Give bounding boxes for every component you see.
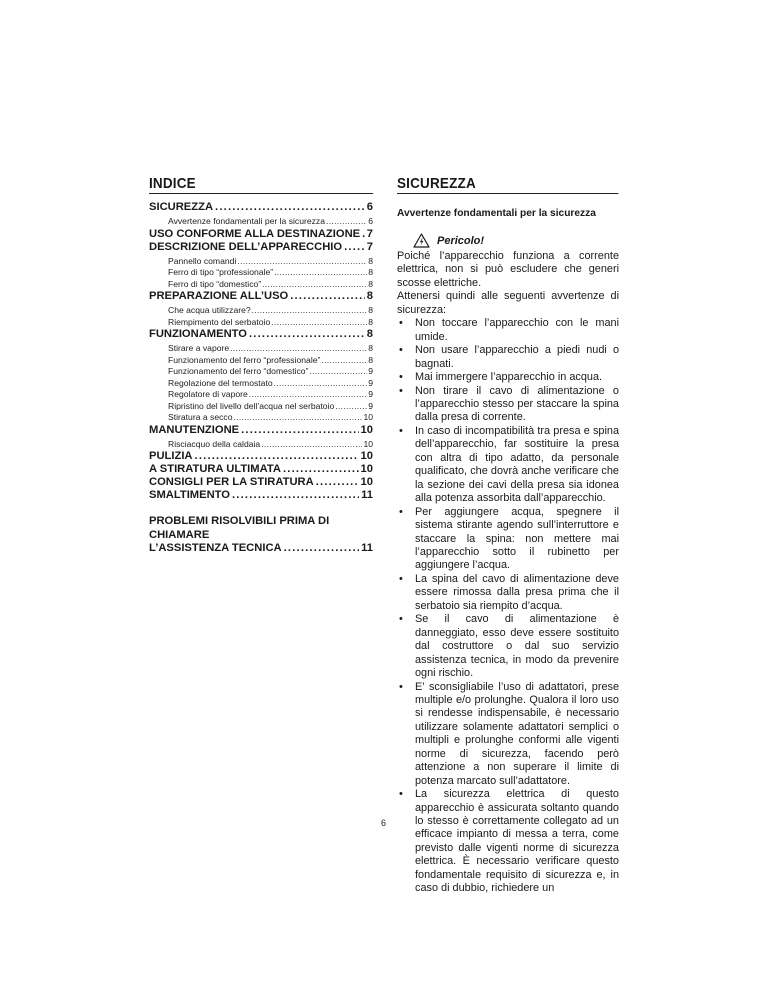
toc-entry-page: 11 <box>361 542 373 554</box>
toc-subentry-page: 8 <box>368 305 373 315</box>
toc-subentry-label: Ferro di tipo “professionale” <box>168 267 274 277</box>
toc-subentry-label: Funzionamento del ferro “professionale” <box>168 354 321 365</box>
toc-leader-dots <box>344 241 365 254</box>
toc-entry-page: 6 <box>366 201 373 213</box>
index-heading: INDICE <box>149 175 373 194</box>
safety-bullet: • La sicurezza elettrica di questo apparecchio è assicurata soltanto quando lo stesso è correttamente collegato ad un efficace impianto di messa a terra, come previsto dalle vigenti norme di sicurezza elettrica. È necessario verificare questo fondamentale requisito di sicurezza e, in caso di dubbio, richiedere un <box>397 788 619 896</box>
toc-subentry[interactable] <box>149 279 373 291</box>
safety-bullet-list <box>397 317 619 895</box>
toc-entry-problems[interactable] <box>149 515 373 556</box>
toc-leader-dots <box>335 401 367 413</box>
toc-subentry[interactable] <box>149 256 373 268</box>
toc-subentry-label: Riempimento del serbatoio <box>168 316 271 327</box>
toc-entry-page: 8 <box>366 328 373 340</box>
safety-bullet: • La spina del cavo di alimentazione deve essere rimossa dalla presa prima che il serbatoio sia riempito d’acqua. <box>397 573 619 613</box>
toc-subentry[interactable] <box>149 355 373 367</box>
toc-section <box>149 290 373 328</box>
toc-leader-dots <box>326 216 367 228</box>
toc-subentry-label: Ripristino del livello dell’acqua nel serbatoio <box>168 400 335 411</box>
toc-subentry[interactable] <box>149 267 373 279</box>
toc-section <box>149 489 373 502</box>
toc-entry-page: 10 <box>360 450 373 462</box>
toc-section <box>149 476 373 489</box>
toc-entry-page: 10 <box>360 423 373 436</box>
danger-warning <box>397 233 619 248</box>
toc-list <box>149 201 373 502</box>
safety-intro-2: Attenersi quindi alle seguenti avvertenze di sicurezza: <box>397 290 619 316</box>
toc-subentry-page: 8 <box>368 278 373 289</box>
toc-subentry-page: 10 <box>363 412 373 422</box>
toc-subentry-label: Stirare a vapore <box>168 343 230 353</box>
toc-section <box>149 228 373 241</box>
toc-leader-dots <box>249 389 367 401</box>
toc-subentry-page: 10 <box>363 438 373 449</box>
toc-subentry[interactable] <box>149 401 373 413</box>
toc-entry[interactable] <box>149 328 373 341</box>
toc-leader-dots <box>309 366 367 378</box>
toc-subentry-page: 8 <box>368 316 373 327</box>
safety-heading: SICUREZZA <box>397 175 619 194</box>
toc-entry-title: USO CONFORME ALLA DESTINAZIONE <box>149 227 361 240</box>
toc-entry-title: SMALTIMENTO <box>149 489 230 501</box>
toc-subentry-label: Che acqua utilizzare? <box>168 305 251 315</box>
toc-subentry-page: 8 <box>368 354 373 365</box>
toc-entry-title: A STIRATURA ULTIMATA <box>149 463 281 475</box>
safety-bullet: • E’ sconsigliabile l’uso di adattatori, prese multiple e/o prolunghe. Qualora il loro uso si rendesse indispensabile, è necessario utilizzare solamente adattatori semplici o multipli e prolunghe conformi alle vigenti norme di sicurezza, facendo però attenzione a non superare il limite di potenza marcato sull’adattatore. <box>397 681 619 789</box>
toc-subentry[interactable] <box>149 439 373 451</box>
toc-subentry-label: Ferro di tipo “domestico” <box>168 278 262 289</box>
toc-leader-dots <box>232 489 359 502</box>
safety-subheading: Avvertenze fondamentali per la sicurezza <box>397 208 596 219</box>
toc-leader-dots <box>215 201 365 214</box>
toc-subentry-label: Stiratura a secco <box>168 412 233 422</box>
electric-hazard-icon <box>413 233 430 248</box>
toc-subentry-label: Funzionamento del ferro “domestico” <box>168 366 309 376</box>
page-number: 6 <box>381 818 387 828</box>
danger-label: Pericolo! <box>437 234 485 247</box>
toc-subentry[interactable] <box>149 343 373 355</box>
toc-leader-dots <box>230 343 367 355</box>
toc-subentry[interactable] <box>149 378 373 390</box>
table-of-contents <box>149 175 373 556</box>
safety-section <box>397 175 619 896</box>
toc-entry-title: PULIZIA <box>149 450 193 462</box>
toc-subentry[interactable] <box>149 305 373 317</box>
toc-subentry-label: Regolazione del termostato <box>168 377 273 388</box>
toc-entry-title: DESCRIZIONE DELL’APPARECCHIO <box>149 240 343 253</box>
toc-subentry-label: Pannello comandi <box>168 255 237 266</box>
toc-entry-title: FUNZIONAMENTO <box>149 328 247 340</box>
toc-entry[interactable] <box>149 476 373 489</box>
toc-subentry[interactable] <box>149 366 373 378</box>
toc-leader-dots <box>237 256 367 268</box>
safety-bullet: • Se il cavo di alimentazione è danneggiato, esso deve essere sostituito dal costruttore o dal suo servizio assistenza tecnica, in modo da prevenire ogni rischio. <box>397 613 619 680</box>
toc-section <box>149 463 373 476</box>
toc-subentry-label: Avvertenze fondamentali per la sicurezza <box>168 216 325 226</box>
toc-entry-title: CONSIGLI PER LA STIRATURA <box>149 476 314 488</box>
toc-entry[interactable] <box>149 450 373 463</box>
toc-subentry-label: Risciacquo della caldaia <box>168 438 261 449</box>
toc-section <box>149 201 373 228</box>
toc-entry-title: PREPARAZIONE ALL’USO <box>149 290 289 302</box>
toc-entry[interactable] <box>149 201 373 214</box>
toc-subentry-page: 9 <box>368 377 373 388</box>
toc-subentry-page: 6 <box>368 216 373 226</box>
toc-entry-page: 8 <box>366 290 373 302</box>
toc-leader-dots <box>284 542 360 556</box>
toc-entry-page: 7 <box>366 227 373 240</box>
toc-section <box>149 450 373 463</box>
safety-bullet: • Mai immergere l’apparecchio in acqua. <box>397 371 619 384</box>
toc-leader-dots <box>271 317 367 329</box>
safety-bullet: • Non tirare il cavo di alimentazione o l’apparecchio stesso per staccare la spina dalla presa di corrente. <box>397 385 619 425</box>
toc-leader-dots <box>316 476 359 489</box>
toc-entry-page: 11 <box>361 489 373 501</box>
toc-entry-title-line1: PROBLEMI RISOLVIBILI PRIMA DI CHIAMARE <box>149 515 330 541</box>
toc-entry[interactable] <box>149 228 373 241</box>
toc-subentry-label: Regolatore di vapore <box>168 389 248 399</box>
toc-subentry[interactable] <box>149 216 373 228</box>
toc-section <box>149 241 373 291</box>
toc-section <box>149 424 373 451</box>
toc-entry-title: MANUTENZIONE <box>149 423 240 436</box>
safety-bullet: • Non toccare l’apparecchio con le mani umide. <box>397 317 619 344</box>
toc-entry[interactable] <box>149 463 373 476</box>
toc-section <box>149 328 373 424</box>
toc-entry[interactable] <box>149 424 373 437</box>
toc-leader-dots <box>290 290 365 303</box>
toc-subentry-page: 9 <box>368 400 373 411</box>
toc-leader-dots <box>195 450 359 463</box>
toc-leader-dots <box>252 305 368 317</box>
toc-subentry-page: 9 <box>368 366 373 376</box>
safety-bullet: • Per aggiungere acqua, spegnere il sistema stirante agendo sull’interruttore e staccare la spina: non mettere mai l’apparecchio sotto il rubinetto per aggiungere l’acqua. <box>397 506 619 573</box>
toc-entry-title-line2: L’ASSISTENZA TECNICA <box>149 542 282 554</box>
toc-leader-dots <box>283 463 359 476</box>
toc-leader-dots <box>262 279 367 291</box>
safety-intro: Poiché l’apparecchio funziona a corrente elettrica, non si può escludere che generi scosse elettriche. <box>397 250 619 289</box>
toc-leader-dots <box>241 424 358 437</box>
toc-subentry-page: 9 <box>368 389 373 399</box>
safety-bullet: • In caso di incompatibilità tra presa e spina dell’apparecchio, far sostituire la presa con altra di tipo adatto, da personale qualificato, che dovrà anche verificare che la sezione dei cavi della presa sia idonea alla potenza assorbita dall’apparecchio. <box>397 425 619 506</box>
toc-subentry[interactable] <box>149 412 373 424</box>
toc-leader-dots <box>274 267 367 279</box>
toc-leader-dots <box>274 378 368 390</box>
toc-leader-dots <box>249 328 365 341</box>
toc-leader-dots <box>233 412 362 424</box>
toc-leader-dots <box>321 355 367 367</box>
toc-leader-dots <box>261 439 362 451</box>
toc-entry[interactable] <box>149 241 373 254</box>
toc-subentry[interactable] <box>149 389 373 401</box>
toc-entry-page: 7 <box>366 240 373 253</box>
toc-entry[interactable] <box>149 489 373 502</box>
toc-leader-dots <box>362 228 365 241</box>
toc-entry-title: SICUREZZA <box>149 201 214 213</box>
toc-subentry-page: 8 <box>368 255 373 266</box>
toc-entry-page: 10 <box>360 476 373 488</box>
toc-entry[interactable] <box>149 290 373 303</box>
toc-subentry-page: 8 <box>368 267 373 277</box>
toc-subentry-page: 8 <box>368 343 373 353</box>
safety-bullet: • Non usare l’apparecchio a piedi nudi o bagnati. <box>397 344 619 371</box>
toc-entry-page: 10 <box>360 463 373 475</box>
toc-subentry[interactable] <box>149 317 373 329</box>
